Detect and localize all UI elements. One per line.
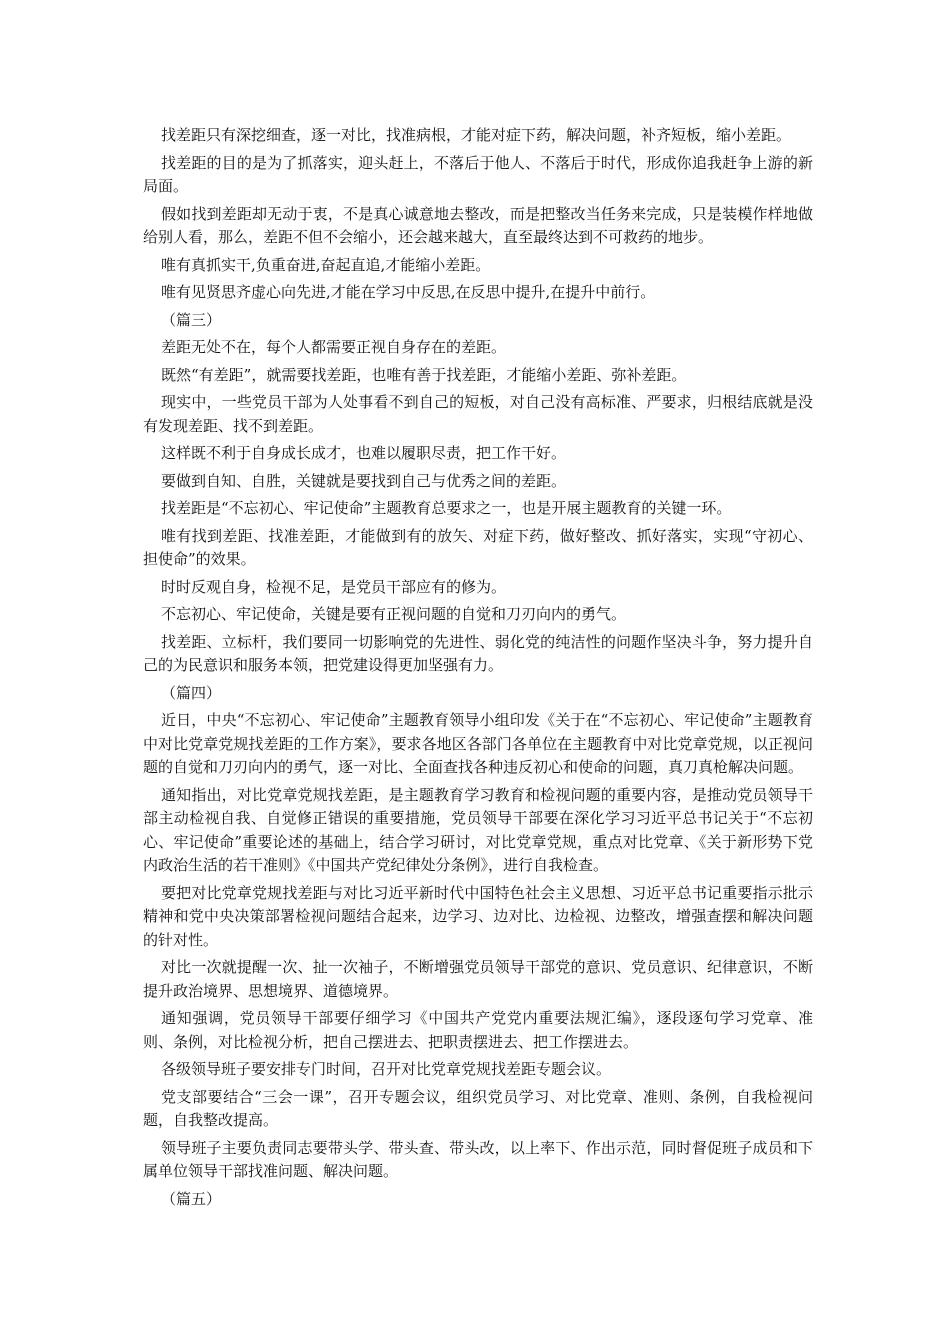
paragraph: 要把对比党章党规找差距与对比习近平新时代中国特色社会主义思想、习近平总书记重要指示批示精神和党中央决策部署检视问题结合起来，边学习、边对比、边检视、边整改，增强查摆和解决问题的针对性。 <box>143 883 813 949</box>
paragraph: 不忘初心、牢记使命，关键是要有正视问题的自觉和刀刃向内的勇气。 <box>161 605 627 623</box>
paragraph: 对比一次就提醒一次、扯一次袖子，不断增强党员领导干部党的意识、党员意识、纪律意识，不断提升政治境界、思想境界、道德境界。 <box>143 958 813 1000</box>
paragraph: 党支部要结合“三会一课”，召开专题会议，组织党员学习、对比党章、准则、条例，自我检视问题，自我整改提高。 <box>143 1087 813 1129</box>
paragraph: 各级领导班子要安排专门时间，召开对比党章党规找差距专题会议。 <box>161 1060 612 1078</box>
paragraph: 找差距、立标杆，我们要同一切影响党的先进性、弱化党的纯洁性的问题作坚决斗争，努力提升自己的为民意识和服务本领，把党建设得更加坚强有力。 <box>143 632 813 674</box>
document-body <box>143 124 813 1215</box>
paragraph: 既然“有差距”，就需要找差距，也唯有善于找差距，才能缩小差距、弥补差距。 <box>161 365 687 384</box>
paragraph: 差距无处不在，每个人都需要正视自身存在的差距。 <box>161 338 507 356</box>
paragraph: 找差距是“不忘初心、牢记使命”主题教育总要求之一，也是开展主题教育的关键一环。 <box>161 499 732 517</box>
paragraph: 领导班子主要负责同志要带头学、带头查、带头改，以上率下、作出示范，同时督促班子成员和下属单位领导干部找准问题、解决问题。 <box>143 1138 813 1180</box>
paragraph: 通知指出，对比党章党规找差距，是主题教育学习教育和检视问题的重要内容，是推动党员领导干部主动检视自我、自觉修正错误的重要措施，党员领导干部要在深化学习习近平总书记关于“不忘初心、牢记使命”重要论述的基础上，结合学习研讨，对比党章党规，重点对比党章、《关于新形势下党内政治生活的若干准则》《中国共产党纪律处分条例》，进行自我检查。 <box>143 785 813 874</box>
paragraph: 假如找到差距却无动于衷，不是真心诚意地去整改，而是把整改当任务来完成，只是装模作样地做给别人看，那么，差距不但不会缩小，还会越来越大，直至最终达到不可救药的地步。 <box>143 204 813 246</box>
paragraph: 通知强调，党员领导干部要仔细学习《中国共产党党内重要法规汇编》，逐段逐句学习党章、准则、条例，对比检视分析，把自己摆进去、把职责摆进去、把工作摆进去。 <box>143 1009 813 1051</box>
paragraph: 时时反观自身，检视不足，是党员干部应有的修为。 <box>161 577 507 596</box>
section-heading: （篇三） <box>161 310 222 329</box>
paragraph: 唯有见贤思齐虚心向先进,才能在学习中反思,在反思中提升,在提升中前行。 <box>161 283 656 301</box>
paragraph: 唯有找到差距、找准差距，才能做到有的放矢、对症下药，做好整改、抓好落实，实现“守初心、担使命”的效果。 <box>143 526 813 568</box>
paragraph: 近日，中央“不忘初心、牢记使命”主题教育领导小组印发《关于在“不忘初心、牢记使命”主题教育中对比党章党规找差距的工作方案》，要求各地区各部门各单位在主题教育中对比党章党规，以正视问题的自觉和刀刃向内的勇气，逐一对比、全面查找各种违反初心和使命的问题，真刀真枪解决问题。 <box>143 711 813 776</box>
paragraph: 找差距只有深挖细查，逐一对比，找准病根，才能对症下药，解决问题，补齐短板，缩小差距。 <box>161 126 792 144</box>
paragraph: 要做到自知、自胜，关键就是要找到自己与优秀之间的差距。 <box>161 471 567 490</box>
paragraph: 唯有真抓实干,负重奋进,奋起直追,才能缩小差距。 <box>161 255 491 274</box>
paragraph: 这样既不利于自身成长成才，也难以履职尽责，把工作干好。 <box>161 444 567 462</box>
paragraph: 现实中，一些党员干部为人处事看不到自己的短板，对自己没有高标准、严要求，归根结底就是没有发现差距、找不到差距。 <box>143 393 813 435</box>
section-heading: （篇四） <box>161 683 222 702</box>
section-heading: （篇五） <box>161 1189 222 1208</box>
paragraph: 找差距的目的是为了抓落实，迎头赶上，不落后于他人、不落后于时代，形成你追我赶争上游的新局面。 <box>143 153 813 195</box>
